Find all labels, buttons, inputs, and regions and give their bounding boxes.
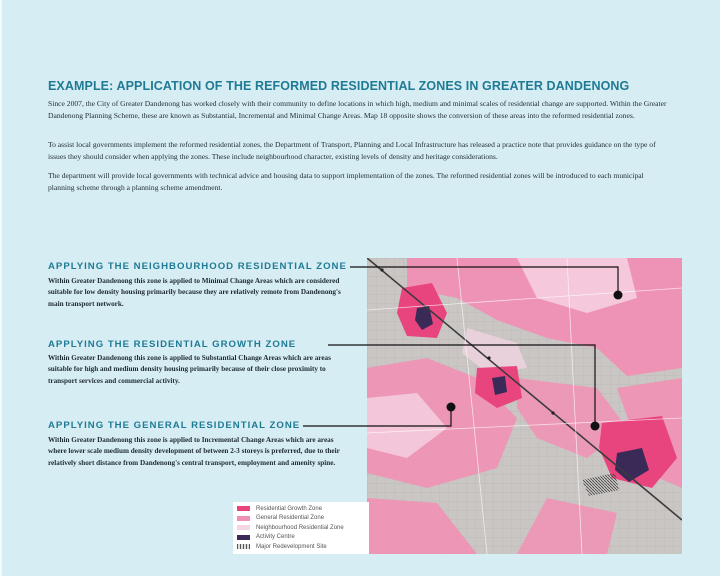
legend-item-general	[237, 514, 365, 524]
neighbourhood-zone-text: Within Greater Dandenong this zone is applied to Minimal Change Areas which are considered suitable for low density housing primarily because they are relatively remote from Dandenong's main transport network.	[48, 277, 341, 308]
legend-label: General Residential Zone	[256, 515, 325, 522]
legend-item-neighbourhood	[237, 523, 365, 533]
legend-swatch	[237, 535, 250, 540]
legend-label: Activity Centre	[256, 534, 295, 541]
legend-swatch	[237, 516, 250, 521]
legend-item-activity-centre	[237, 533, 365, 543]
general-zone-text: Within Greater Dandenong this zone is applied to Incremental Change Areas which are areas where lower scale medium density development of between 2-3 storeys is preferred, due to their relatively short distance from Dandenong's central transport, employment and amenity spine.	[48, 436, 340, 467]
general-zone-heading: APPLYING THE GENERAL RESIDENTIAL ZONE	[48, 420, 303, 431]
intro-paragraph-3: The department will provide local governments with technical advice and housing data to support implementation of the zones. The reformed residential zones will be introduced to each municipal planning scheme through a planning scheme amendment.	[48, 171, 644, 193]
legend-swatch	[237, 544, 250, 549]
legend-label: Major Redevelopment Site	[256, 543, 327, 550]
zone-map	[367, 258, 682, 554]
zone-map-graphic	[367, 258, 682, 554]
growth-zone-text: Within Greater Dandenong this zone is applied to Substantial Change Areas which are areas suitable for high and medium density housing primarily because of their close proximity to transport services and commercial activity.	[48, 354, 331, 385]
page-title: EXAMPLE: APPLICATION OF THE REFORMED RESIDENTIAL ZONES IN GREATER DANDENONG	[48, 79, 630, 93]
intro-paragraph-1: Since 2007, the City of Greater Dandenong has worked closely with their community to define locations in which high, medium and minimal scales of residential change are supported. Within the Greater Dandenong Planning Scheme, these are known as Substantial, Incremental and Minimal Change Areas. Map 18 opposite shows the conversion of these areas into the reformed residential zones.	[48, 99, 667, 121]
legend-item-growth	[237, 504, 365, 514]
neighbourhood-zone-heading: APPLYING THE NEIGHBOURHOOD RESIDENTIAL ZONE	[48, 261, 350, 272]
map-legend	[233, 502, 369, 554]
legend-label: Residential Growth Zone	[256, 505, 323, 512]
intro-paragraph-2: To assist local governments implement the reformed residential zones, the Department of Transport, Planning and Local Infrastructure has released a practice note that provides guidance on the type of issues they should consider when applying the zones. These include neighbourhood character, existing levels of density and heritage considerations.	[48, 140, 656, 162]
growth-zone-heading: APPLYING THE RESIDENTIAL GROWTH ZONE	[48, 339, 299, 350]
legend-item-redevelopment	[237, 542, 365, 552]
legend-label: Neighbourhood Residential Zone	[256, 524, 344, 531]
legend-swatch	[237, 506, 250, 511]
legend-swatch	[237, 525, 250, 530]
